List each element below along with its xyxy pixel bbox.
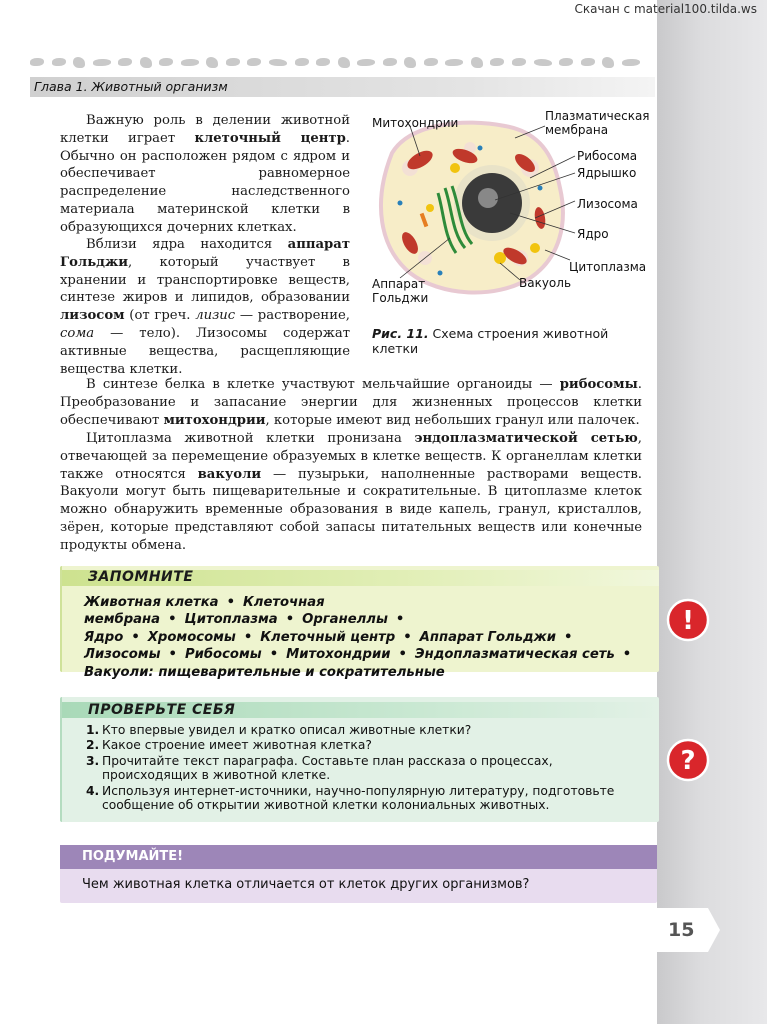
paragraph-cytoplasm: Цитоплазма животной клетки пронизана эндоплазматической сетью, отвечающей за перемещение образуемых в клетке веществ. К органеллам клетки также относятся вакуоли — пузырьки, наполненные растворами веществ. Вакуоли могут быть пищеварительные и сократительные. В цитоплазме клеток можно обнаружить временные образования в виде капель, гранул, кристаллов, зёрен, которые представляют собой запасы питательных веществ или конечные продукты обмена. (60, 431, 642, 553)
term: Эндоплазматическая сеть (414, 647, 615, 663)
label-golgi: Аппарат Гольджи (372, 277, 429, 305)
question-item: 4. Используя интернет-источники, научно-популярную литературу, подготовьте сообщение об открытии животной клетки колониальных животных. (86, 783, 615, 813)
label-mitochondria: Митохондрии (372, 116, 459, 130)
watermark: Скачан с material100.tilda.ws (574, 2, 757, 16)
paragraph-ribosomes: В синтезе белка в клетке участвуют мельчайшие органоиды — рибосомы. Преобразование и запасание энергии для жизненных процессов клетки обеспечивают митохондрии, которые имеют вид небольших гранул или палочек. (60, 377, 642, 428)
check-yourself-box (60, 697, 659, 822)
term: Цитоплазма (184, 612, 278, 628)
question-item: 2. Какое строение имеет животная клетка? (86, 738, 372, 753)
check-header (62, 702, 659, 718)
label-nucleus: Ядро (577, 227, 609, 241)
paragraph-golgi: Вблизи ядра находится аппарат Гольджи, который участвует в хранении и транспортировке веществ, синтезе жиров и липидов, образовании лизосом (от греч. лизис — растворение, сома — тело). Лизосомы содержат активные вещества, расщепляющие вещества клетки. (60, 237, 350, 377)
remember-header (62, 570, 659, 586)
term: Ядро (84, 629, 124, 645)
term: Аппарат Гольджи (419, 629, 557, 645)
question-list (86, 723, 646, 813)
exclamation-icon (666, 598, 710, 642)
remember-terms: Животная клетка • Клеточная мембрана • Цитоплазма • Органеллы • Ядро • Хромосомы • Клеточный центр • Аппарат Гольджи • Лизосомы • Рибосомы • Митохондрии • Эндоплазматическая сеть • Вакуоли: пищеварительные и сократительные (84, 595, 632, 680)
term: Клеточный центр (260, 629, 396, 645)
figure-caption: Рис. 11. Схема строения животной клетки (372, 326, 609, 356)
question-item: 3. Прочитайте текст параграфа. Составьте план рассказа о процессах, происходящих в животной клетке. (86, 753, 553, 783)
chapter-header (30, 77, 655, 97)
exclamation-glyph: ! (682, 606, 694, 636)
page-margin (657, 0, 767, 1024)
chapter-title: Глава 1. Животный организм (34, 79, 228, 94)
term: Клеточная мембрана (84, 595, 325, 628)
label-plasma-membrane: Плазматическая мембрана (545, 109, 650, 137)
question-item: 1. Кто впервые увидел и кратко описал животные клетки? (86, 723, 472, 737)
think-title: ПОДУМАЙТЕ! (82, 849, 184, 864)
think-header (60, 845, 657, 869)
term: Вакуоли: пищеварительные и сократительные (84, 664, 445, 680)
term: Лизосомы (84, 647, 161, 663)
remember-box (60, 566, 659, 680)
term: Органеллы (302, 612, 388, 628)
term: Хромосомы (147, 629, 236, 645)
label-ribosome: Рибосома (577, 149, 638, 163)
question-icon (666, 738, 710, 782)
animal-strip-decoration (30, 52, 640, 72)
label-lysosome: Лизосома (577, 197, 638, 211)
question-glyph: ? (680, 746, 696, 776)
paragraph-cell-center: Важную роль в делении животной клетки играет клеточный центр. Обычно он расположен рядом с ядром и обеспечивает равномерное распределение наследственного материала материнской клетки в образующихся дочерних клетках. (60, 113, 350, 235)
think-box (60, 845, 657, 903)
remember-title: ЗАПОМНИТЕ (88, 569, 194, 585)
page-number: 15 (668, 919, 695, 941)
term: Животная клетка (84, 595, 219, 610)
term: Рибосомы (184, 647, 262, 663)
check-title: ПРОВЕРЬТЕ СЕБЯ (88, 702, 236, 718)
label-nucleolus: Ядрышко (577, 166, 637, 180)
label-vacuole: Вакуоль (519, 276, 572, 290)
label-cytoplasm: Цитоплазма (569, 260, 647, 274)
term: Митохондрии (286, 647, 391, 663)
think-question: Чем животная клетка отличается от клеток других организмов? (82, 877, 530, 892)
